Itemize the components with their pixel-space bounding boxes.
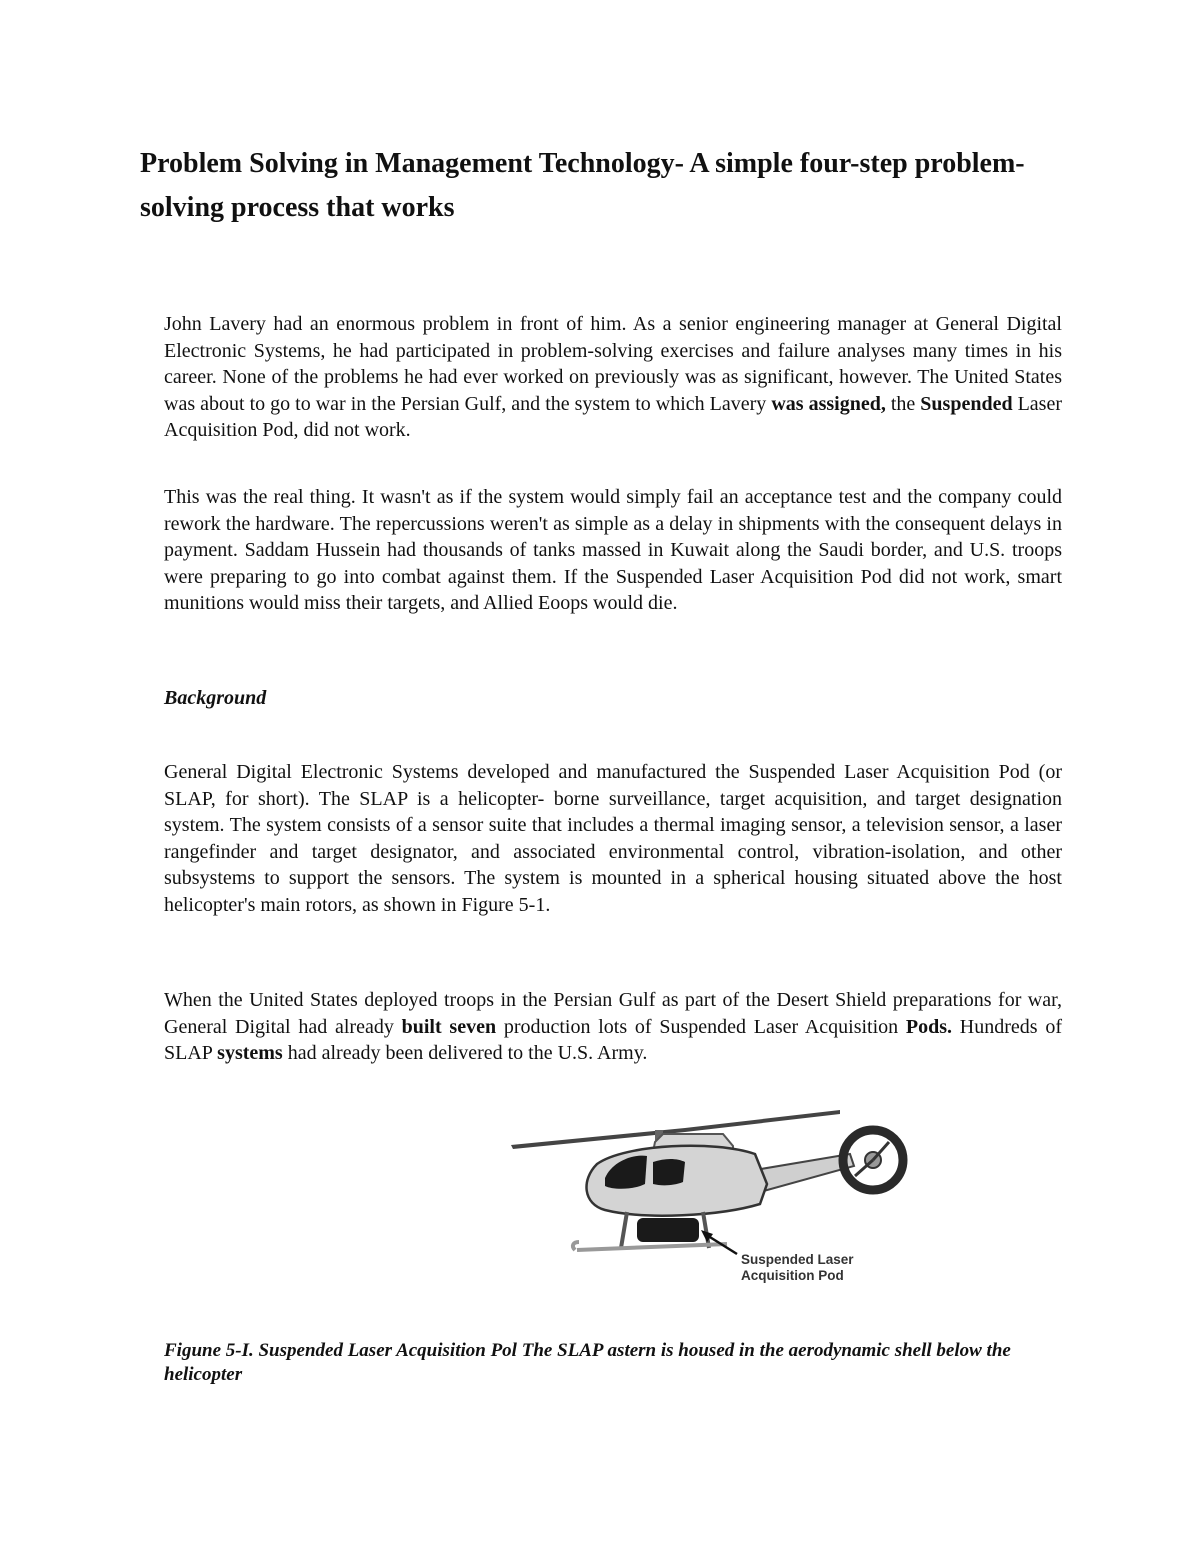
- paragraph-intro-text-3: Laser Acquisition Pod, did not work.: [164, 392, 1063, 441]
- laser-acquisition-pod: [637, 1218, 699, 1242]
- pod-label-line-1: Suspended Laser: [741, 1252, 854, 1267]
- paragraph-deployment-text-4: had already been delivered to the U.S. Army.: [282, 1042, 648, 1064]
- paragraph-deployment-text-3: Hundreds of SLAP: [164, 1015, 1062, 1064]
- helicopter-figure: [505, 1098, 925, 1298]
- paragraph-background: General Digital Electronic Systems developed and manufactured the Suspended Laser Acquisition Pod (or SLAP, for short). The SLAP is a helicopter- borne surveillance, target acquisition, and target designation system. The system consists of a sensor suite that includes a thermal imaging sensor, a television sensor, a laser rangefinder and target designator, and associated environmental control, vibration-isolation, and other subsystems to support the sensors. The system is mounted in a spherical housing situated above the host helicopter's main rotors, as shown in Figure 5-1.: [164, 761, 1062, 916]
- figure-caption: Figune 5-I. Suspended Laser Acquisition Pol The SLAP astern is housed in the aerodynamic shell below the helicopter: [164, 1340, 1011, 1385]
- paragraph-intro: [164, 311, 1062, 444]
- paragraph-intro-bold-2: Suspended: [920, 392, 1013, 415]
- section-heading-background: Background: [164, 687, 267, 709]
- skid-strut: [621, 1212, 627, 1248]
- paragraph-deployment-text-2: production lots of Suspended Laser Acquisition: [496, 1015, 906, 1038]
- landing-skid: [577, 1244, 727, 1250]
- paragraph-deployment-bold-3: systems: [217, 1042, 283, 1064]
- helicopter-illustration: [505, 1098, 925, 1298]
- pod-label-line-2: Acquisition Pod: [741, 1268, 844, 1283]
- skid-strut: [703, 1212, 709, 1248]
- paragraph-real-thing: This was the real thing. It wasn't as if the system would simply fail an acceptance test and the company could rework the hardware. The repercussions weren't as simple as a delay in shipments with the consequent delays in payment. Saddam Hussein had thousands of tanks massed in Kuwait along the Saudi border, and U.S. troops were preparing to go into combat against them. If the Suspended Laser Acquisition Pod did not work, smart munitions would miss their targets, and Allied Eoops would die.: [164, 486, 1062, 614]
- paragraph-intro-text-2: the: [885, 392, 921, 415]
- paragraph-deployment-text-1: When the United States deployed troops in the Persian Gulf as part of the Desert Shield preparations for war, General Digital had already: [164, 989, 1062, 1038]
- paragraph-intro-text-1: John Lavery had an enormous problem in front of him. As a senior engineering manager at General Digital Electronic Systems, he had participated in problem-solving exercises and failure analyses many times in his career. None of the problems he had ever worked on previously was as significant, however. The United States was about to go to war in the Persian Gulf, and the system to which Lavery: [164, 313, 1062, 415]
- document-title: Problem Solving in Management Technology- A simple four-step problem-solving process that works: [140, 148, 1025, 223]
- paragraph-intro-bold-1: was assigned,: [771, 392, 886, 415]
- cabin-window: [653, 1159, 685, 1185]
- paragraph-deployment-bold-2: Pods.: [905, 1015, 953, 1038]
- paragraph-deployment: [164, 987, 1062, 1067]
- paragraph-deployment-bold-1: built seven: [401, 1015, 497, 1038]
